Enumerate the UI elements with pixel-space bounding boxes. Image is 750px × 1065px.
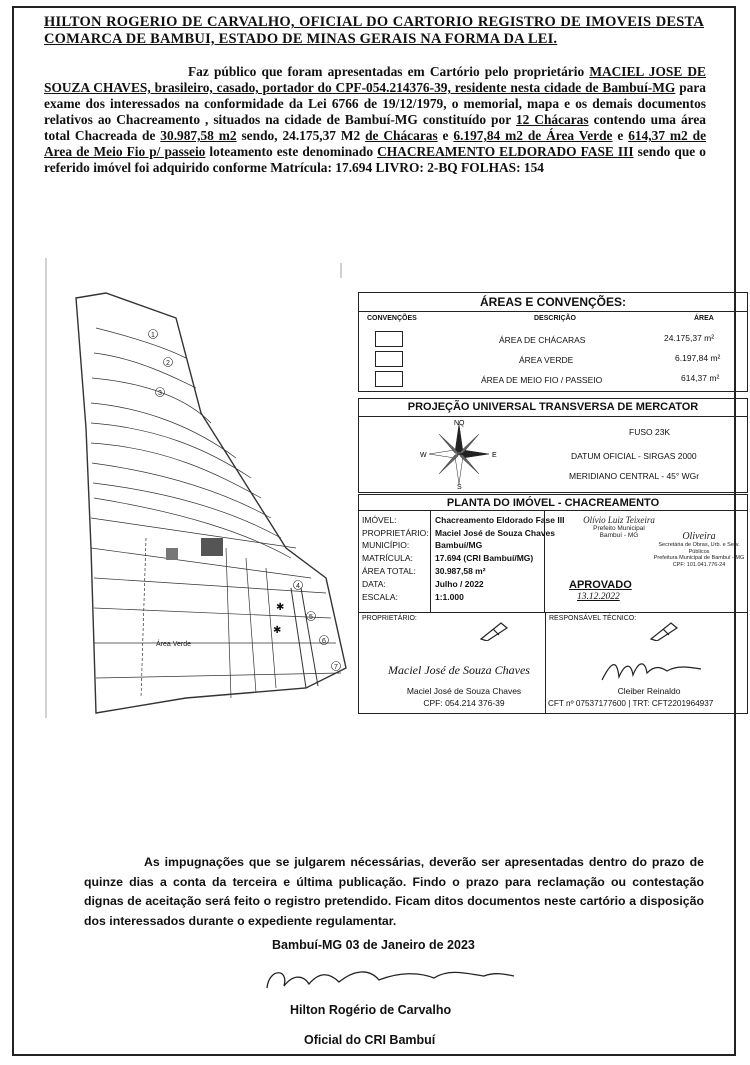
owner-signature: Maciel José de Souza Chaves — [388, 663, 530, 677]
secretary-signature: Oliveira — [682, 531, 716, 542]
planta-field-label: PROPRIETÁRIO: — [362, 528, 429, 538]
utm-projection-box — [358, 398, 748, 493]
area-row-desc: ÁREA DE MEIO FIO / PASSEIO — [481, 375, 603, 385]
hatched-block — [201, 538, 223, 556]
area-row-value: 6.197,84 m² — [675, 353, 721, 363]
lot-number-label: 7 — [334, 664, 338, 671]
planta-field-value: Julho / 2022 — [435, 579, 484, 589]
intro-text-3: contendo uma área total Chacreada de — [44, 112, 706, 143]
tech-label: RESPONSÁVEL TÉCNICO: — [549, 615, 637, 622]
signer-title: Oficial do CRI Bambuí — [304, 1033, 436, 1047]
curb-area: 614,37 m2 de Area de Meio Fio p/ passeio — [44, 128, 707, 159]
owner-name: Maciel José de Souza Chaves — [406, 686, 522, 696]
area-row-desc: ÁREA DE CHÁCARAS — [499, 335, 586, 345]
green-area-map-label: Área Verde — [156, 641, 192, 648]
mayor-city: Bambuí - MG — [599, 532, 639, 539]
units-count: 12 Chácaras — [515, 112, 589, 127]
planta-field-label: IMÓVEL: — [362, 515, 397, 525]
planta-field-value: 30.987,58 m² — [435, 566, 486, 576]
place-date: Bambuí-MG 03 de Janeiro de 2023 — [272, 938, 475, 952]
total-area: 30.987,58 m2 — [160, 128, 237, 143]
intro-paragraph — [44, 64, 706, 176]
utm-title: PROJEÇÃO UNIVERSAL TRANSVERSA DE MERCATOR — [407, 401, 699, 413]
owner-identification: MACIEL JOSE DE SOUZA CHAVES, brasileiro, casado, portador do CPF-054.214376-39, residente nesta cidade de Bambuí-MG — [44, 64, 706, 95]
approved-stamp: APROVADO — [569, 579, 632, 591]
col-area: ÁREA — [694, 315, 714, 322]
planta-field-value: 1:1.000 — [435, 592, 464, 602]
official-signature — [259, 958, 519, 998]
mayor-role: Prefeito Municipal — [593, 524, 645, 532]
document-title: HILTON ROGERIO DE CARVALHO, OFICIAL DO CARTORIO REGISTRO DE IMOVEIS DESTA COMARCA DE BAMBUI, ESTADO DE MINAS GERAIS NA FORMA DA LEI. — [44, 14, 704, 47]
col-conventions: CONVENÇÕES — [367, 315, 417, 322]
intro-text-7: loteamento este denominado — [205, 144, 378, 159]
col-description: DESCRIÇÃO — [534, 315, 577, 322]
planta-field-value: 17.694 (CRI Bambuí/MG) — [435, 553, 534, 563]
utm-meridian: MERIDIANO CENTRAL - 45° WGr — [569, 471, 700, 481]
tech-registration: CFT nº 07537177600 | TRT: CFT2201964937 — [548, 699, 714, 708]
site-plan — [36, 248, 748, 728]
utm-datum: DATUM OFICIAL - SIRGAS 2000 — [571, 451, 697, 461]
area-row-desc: ÁREA VERDE — [519, 355, 574, 365]
intro-text-8: sendo que o referido imóvel foi adquirido conforme Matrícula: 17.694 LIVRO: 2-BQ FOLHAS: 154 — [44, 144, 706, 175]
intro-text-2: para exame dos interessados na conformidade da Lei 6766 de 19/12/1979, o memorial, mapa e os demais documentos relativos ao Chacreamento , situados na cidade de Bambuí-MG constituído por — [44, 80, 706, 127]
closing-text: As impugnações que se julgarem nécessárias, deverão ser apresentadas dentro do prazo de quinze dias a conta da terceira e última publicação. Findo o prazo para reclamação ou contestação dignas de aceitação será feito o registro pretendido. Ficam ditos documentos neste cartório a disposição dos interessados durante o expediente regulamentar. — [84, 855, 704, 928]
approved-date: 13.12.2022 — [577, 592, 620, 602]
signer-name: Hilton Rogério de Carvalho — [290, 1003, 452, 1017]
stamp-pen-icon — [479, 619, 509, 641]
planta-field-label: ESCALA: — [362, 592, 398, 602]
secretary-role: Secretária de Obras, Urb. e Serv. Públicos — [658, 542, 740, 555]
owner-cpf: CPF: 054.214 376-39 — [423, 698, 505, 708]
compass-e: E — [492, 452, 497, 459]
compass-n: NQ — [454, 420, 465, 427]
lot-number-label: 1 — [151, 332, 155, 339]
lot-number-label: 3 — [158, 390, 162, 397]
lot-number-label: 4 — [296, 583, 300, 590]
planta-title: PLANTA DO IMÓVEL - CHACREAMENTO — [446, 497, 660, 509]
svg-text:✱: ✱ — [273, 625, 282, 636]
signatures-box — [358, 612, 748, 714]
chacaras-area: de Chácaras — [365, 128, 438, 143]
property-plan-box — [358, 494, 748, 613]
tech-signature — [597, 655, 707, 685]
intro-text-4: sendo, 24.175,37 M2 — [236, 128, 366, 143]
green-area: 6.197,84 m2 de Área Verde — [453, 128, 613, 143]
planta-field-label: MUNICÍPIO: — [362, 540, 410, 550]
lot-number-label: 6 — [322, 638, 326, 645]
area-row-value: 614,37 m² — [681, 373, 720, 383]
secretary-cpf: CPF: 101.041.776-24 — [672, 561, 726, 568]
convention-swatch — [375, 331, 403, 347]
convention-swatch — [375, 351, 403, 367]
secretary-city: Prefeitura Municipal de Bambuí - MG — [653, 555, 745, 561]
utm-fuso: FUSO 23K — [629, 427, 671, 437]
convention-swatch — [375, 371, 403, 387]
compass-rose-icon — [419, 419, 499, 489]
areas-title: ÁREAS E CONVENÇÕES: — [479, 295, 627, 309]
compass-w: W — [420, 452, 427, 459]
area-row-value: 24.175,37 m² — [664, 333, 715, 343]
lot-number-label: 2 — [166, 360, 170, 367]
document-page — [12, 6, 745, 1056]
owner-label: PROPRIETÁRIO: — [362, 615, 417, 622]
planta-field-label: MATRÍCULA: — [362, 553, 413, 563]
site-map-drawing — [36, 248, 366, 728]
intro-text-1: Faz público que foram apresentadas em Cartório pelo proprietário — [188, 64, 590, 79]
intro-text-6: e — [612, 128, 629, 143]
closing-paragraph — [84, 853, 704, 931]
planta-field-value: Bambuí/MG — [435, 540, 483, 550]
areas-conventions-box — [358, 292, 748, 392]
planta-field-value: Chacreamento Eldorado Fase III — [435, 515, 565, 525]
development-name: CHACREAMENTO ELDORADO FASE III — [377, 144, 634, 159]
mayor-signature: Olívio Luiz Teixeira — [583, 515, 655, 525]
mayor-stamp — [579, 517, 659, 540]
svg-text:✱: ✱ — [276, 602, 285, 613]
secretary-stamp — [651, 531, 747, 568]
hatched-block-small — [166, 548, 178, 560]
stamp-pen-icon — [649, 619, 679, 641]
compass-s: S — [457, 484, 462, 489]
tech-name: Cleiber Reinaldo — [617, 686, 681, 696]
intro-text-5: e — [437, 128, 454, 143]
planta-field-label: DATA: — [362, 579, 386, 589]
planta-field-label: ÁREA TOTAL: — [362, 566, 416, 576]
lot-number-label: 5 — [309, 614, 313, 621]
planta-field-value: Maciel José de Souza Chaves — [435, 528, 555, 538]
